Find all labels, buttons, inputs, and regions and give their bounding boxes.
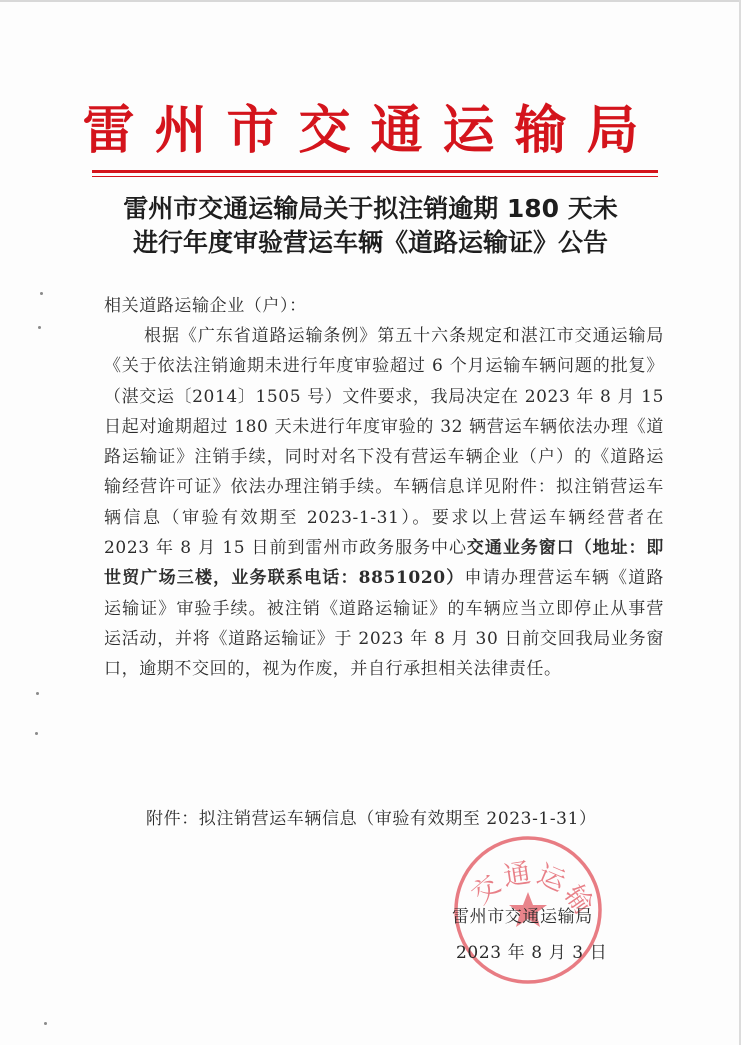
title-line-2: 进行年度审验营运车辆《道路运输证》公告: [132, 228, 608, 257]
scan-speck: [40, 292, 43, 295]
document-title: [60, 192, 681, 260]
title-line-1: 雷州市交通运输局关于拟注销逾期 180 天未: [123, 194, 618, 223]
attachment-note: 附件：拟注销营运车辆信息（审验有效期至 2023-1-31）: [146, 809, 597, 829]
scan-speck: [36, 692, 39, 695]
letterhead: 雷州市交通运输局: [82, 100, 659, 161]
scan-speck: [38, 326, 41, 329]
body-text-bold: 交通业务窗口（地址：即世贸广场三楼，业务联系电话：8851020）: [104, 538, 664, 589]
signature-organization: 雷州市交通运输局: [452, 907, 593, 927]
letterhead-rule-thick: [92, 170, 658, 173]
body-text-part-2: 申请办理营运车辆《道路运输证》审验手续。被注销《道路运输证》的车辆应当立即停止从事营运活动，并将《道路运输证》于 2023 年 8 月 30 日前交回我局业务窗口，逾期不交回的，视为作废，并自行承担相关法律责任。: [104, 568, 665, 680]
seal-text: 交通运输: [465, 857, 601, 922]
body-paragraph: [104, 321, 664, 685]
scan-speck: [44, 1022, 47, 1025]
page-top-edge: [0, 0, 741, 2]
body-text-part-1: 根据《广东省道路运输条例》第五十六条规定和湛江市交通运输局《关于依法注销逾期未进行年度审验超过 6 个月运输车辆问题的批复》（湛交运〔2014〕1505 号）文件要求，我局决定在 2023 年 8 月 15 日起对逾期超过 180 天未进行年度审验的 32 辆营运车辆依法办理《道路运输证》注销手续，同时对名下没有营运车辆企业（户）的《道路运输经营许可证》依法办理注销手续。车辆信息详见附件：拟注销营运车辆信息（审验有效期至 2023-1-31）。要求以上营运车辆经营者在 2023 年 8 月 15 日前到雷州市政务服务中心: [104, 326, 664, 559]
letterhead-rule-thin: [92, 176, 658, 177]
scan-speck: [35, 732, 38, 735]
signature-date: 2023 年 8 月 3 日: [456, 943, 608, 963]
addressee: 相关道路运输企业（户）：: [104, 296, 307, 316]
